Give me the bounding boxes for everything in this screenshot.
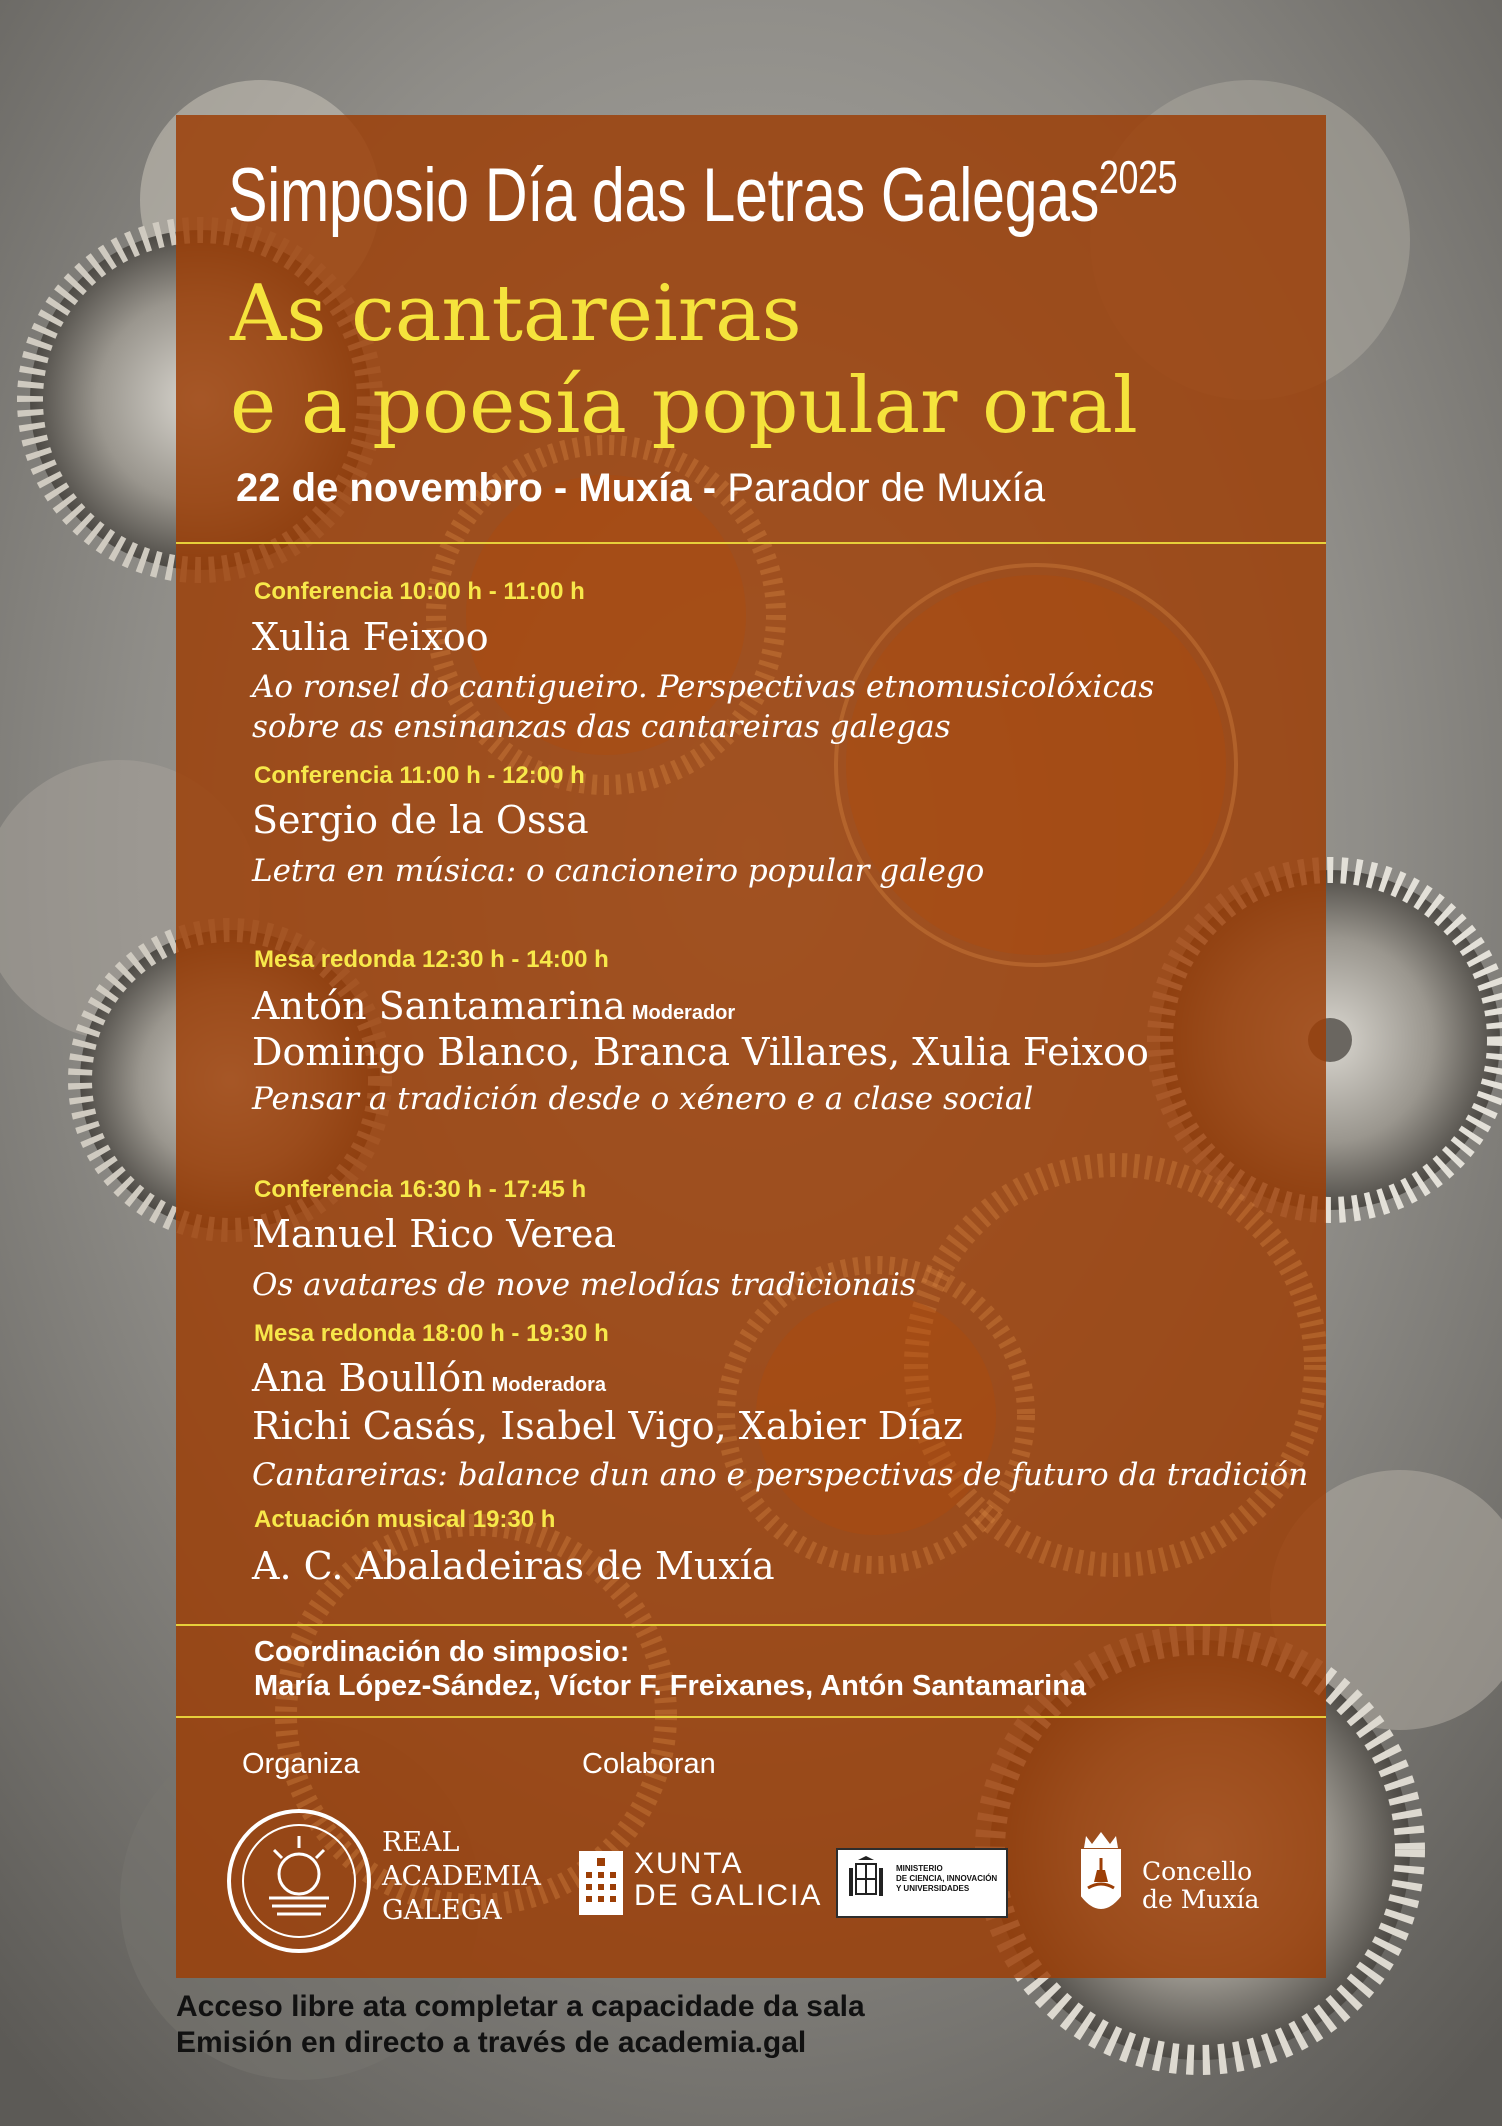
event-year: 2025 bbox=[1098, 151, 1178, 203]
session-3-moderator: Antón Santamarina Moderador bbox=[252, 984, 736, 1028]
rag-wordmark: REAL ACADEMIA GALEGA bbox=[382, 1827, 541, 1926]
session-5-topic: Cantareiras: balance dun ano e perspectivas de futuro da tradición bbox=[252, 1457, 1309, 1493]
session-5-label: Mesa redonda 18:00 h - 19:30 h bbox=[254, 1320, 609, 1347]
rag-seal-logo bbox=[224, 1806, 374, 1956]
session-3-participants: Domingo Blanco, Branca Villares, Xulia Feixoo bbox=[252, 1030, 1149, 1074]
ministerio-line-2: DE CIENCIA, INNOVACIÓN bbox=[896, 1874, 998, 1883]
event-date: 22 de novembro bbox=[236, 466, 543, 510]
ministerio-line-3: Y UNIVERSIDADES bbox=[896, 1884, 970, 1893]
session-5-moderator: Ana Boullón Moderadora bbox=[252, 1356, 607, 1400]
session-1-label: Conferencia 10:00 h - 11:00 h bbox=[254, 578, 585, 605]
session-4-topic: Os avatares de nove melodías tradicionais bbox=[252, 1267, 916, 1303]
session-5-participants: Richi Casás, Isabel Vigo, Xabier Díaz bbox=[252, 1404, 964, 1448]
event-title: Simposio Día das Letras Galegas$^{2025}$ bbox=[228, 151, 1178, 238]
session-2-speaker: Sergio de la Ossa bbox=[252, 798, 589, 842]
xunta-emblem-icon bbox=[578, 1850, 624, 1916]
coordination-title: Coordinación do simposio: bbox=[254, 1636, 630, 1668]
session-2-label: Conferencia 11:00 h - 12:00 h bbox=[254, 762, 585, 789]
ministerio-logo bbox=[836, 1848, 1008, 1918]
divider-top bbox=[176, 542, 1326, 544]
event-town: Muxía bbox=[578, 466, 692, 510]
event-subtitle bbox=[230, 268, 1138, 452]
organiza-label: Organiza bbox=[242, 1748, 360, 1780]
coordination-names: María López-Sández, Víctor F. Freixanes, Antón Santamarina bbox=[254, 1670, 1087, 1702]
concello-shield-icon bbox=[1072, 1830, 1130, 1926]
session-4-label: Conferencia 16:30 h - 17:45 h bbox=[254, 1176, 587, 1203]
session-6-performer: A. C. Abaladeiras de Muxía bbox=[252, 1544, 775, 1588]
session-4-speaker: Manuel Rico Verea bbox=[252, 1212, 616, 1256]
session-2-topic: Letra en música: o cancioneiro popular galego bbox=[252, 853, 985, 889]
footer-stream-note: Emisión en directo a través de academia.gal bbox=[176, 2026, 807, 2059]
xunta-wordmark: XUNTA DE GALICIA bbox=[634, 1847, 823, 1912]
event-venue: Parador de Muxía bbox=[727, 466, 1046, 510]
session-1-topic-line-1: Ao ronsel do cantigueiro. Perspectivas etnomusicolóxicas bbox=[252, 669, 1155, 705]
subtitle-line-1: As cantareiras bbox=[230, 269, 802, 359]
session-3-label: Mesa redonda 12:30 h - 14:00 h bbox=[254, 946, 609, 973]
subtitle-line-2: e a poesía popular oral bbox=[230, 361, 1138, 451]
divider-middle bbox=[176, 1624, 1326, 1626]
session-3-role: Moderador bbox=[631, 1002, 736, 1024]
divider-bottom bbox=[176, 1716, 1326, 1718]
session-1-topic-line-2: sobre as ensinanzas das cantareiras galegas bbox=[252, 709, 951, 745]
colaboran-label: Colaboran bbox=[582, 1748, 716, 1780]
spain-coat-of-arms-icon bbox=[846, 1856, 886, 1910]
footer-access-note: Acceso libre ata completar a capacidade da sala bbox=[176, 1990, 865, 2023]
session-6-label: Actuación musical 19:30 h bbox=[254, 1506, 556, 1533]
concello-wordmark: Concello de Muxía bbox=[1142, 1857, 1260, 1914]
session-3-topic: Pensar a tradición desde o xénero e a clase social bbox=[252, 1081, 1034, 1117]
session-5-role: Moderadora bbox=[491, 1374, 607, 1396]
date-location: 22 de novembro - Muxía - Parador de Muxía bbox=[236, 466, 1046, 510]
ministerio-line-1: MINISTERIO bbox=[896, 1864, 943, 1873]
session-1-speaker: Xulia Feixoo bbox=[252, 615, 489, 659]
